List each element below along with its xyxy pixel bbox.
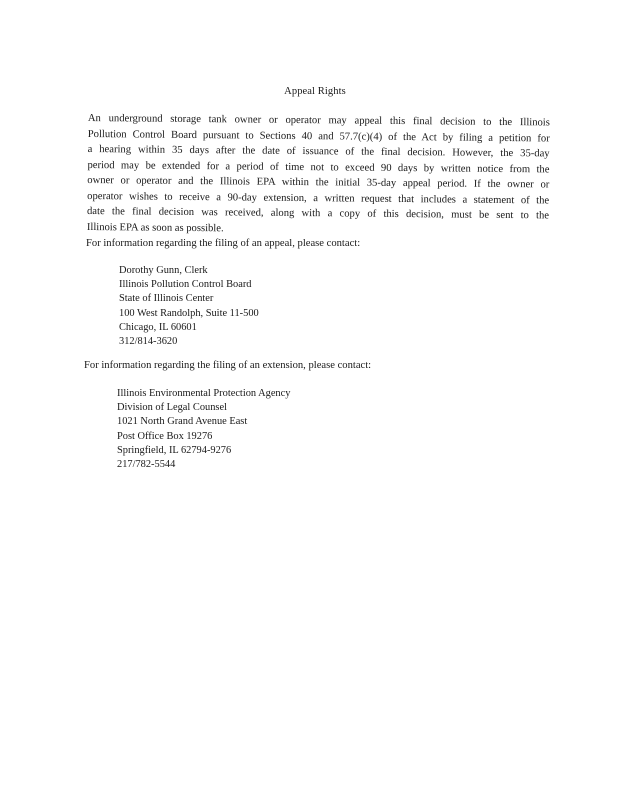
appeal-contact-label: For information regarding the filing of an appeal, please contact: bbox=[86, 238, 361, 249]
address-line-city: Chicago, IL 60601 bbox=[119, 321, 197, 333]
address-line-po-box: Post Office Box 19276 bbox=[117, 430, 213, 442]
paragraph-line: Illinois EPA as soon as possible. bbox=[86, 221, 224, 234]
extension-contact-address bbox=[117, 387, 290, 472]
address-line-phone: 312/814-3620 bbox=[119, 336, 178, 348]
address-line-organization: Illinois Environmental Protection Agency bbox=[117, 388, 291, 399]
address-line-city: Springfield, IL 62794-9276 bbox=[117, 444, 232, 456]
address-line-name: Dorothy Gunn, Clerk bbox=[119, 265, 208, 276]
appeal-rights-paragraph bbox=[87, 111, 550, 239]
appeal-contact-address bbox=[119, 264, 259, 349]
paragraph-line: owner or operator and the Illinois EPA within the initial 35-day appeal period. If the owner or bbox=[87, 174, 550, 191]
address-line-division: Division of Legal Counsel bbox=[117, 402, 227, 414]
address-line-organization: Illinois Pollution Control Board bbox=[119, 279, 252, 291]
address-line-phone: 217/782-5544 bbox=[117, 459, 176, 471]
address-line-street: 1021 North Grand Avenue East bbox=[117, 416, 248, 428]
paragraph-line: An underground storage tank owner or operator may appeal this final decision to the Illinois bbox=[87, 112, 550, 129]
address-line-street: 100 West Randolph, Suite 11-500 bbox=[119, 307, 259, 319]
extension-contact-label: For information regarding the filing of an extension, please contact: bbox=[84, 360, 372, 371]
document-title: Appeal Rights bbox=[284, 86, 346, 97]
paragraph-line: operator wishes to receive a 90-day extension, a written request that includes a statement of the bbox=[87, 190, 550, 206]
paragraph-line: a hearing within 35 days after the date of issuance of the final decision. However, the 35-day bbox=[87, 143, 550, 160]
address-line-building: State of Illinois Center bbox=[119, 293, 214, 305]
paragraph-line: Pollution Control Board pursuant to Sections 40 and 57.7(c)(4) of the Act by filing a petition for bbox=[87, 128, 550, 144]
paragraph-line: period may be extended for a period of time not to exceed 90 days by written notice from the bbox=[87, 159, 550, 175]
paragraph-line: date the final decision was received, along with a copy of this decision, must be sent to the bbox=[86, 205, 550, 222]
